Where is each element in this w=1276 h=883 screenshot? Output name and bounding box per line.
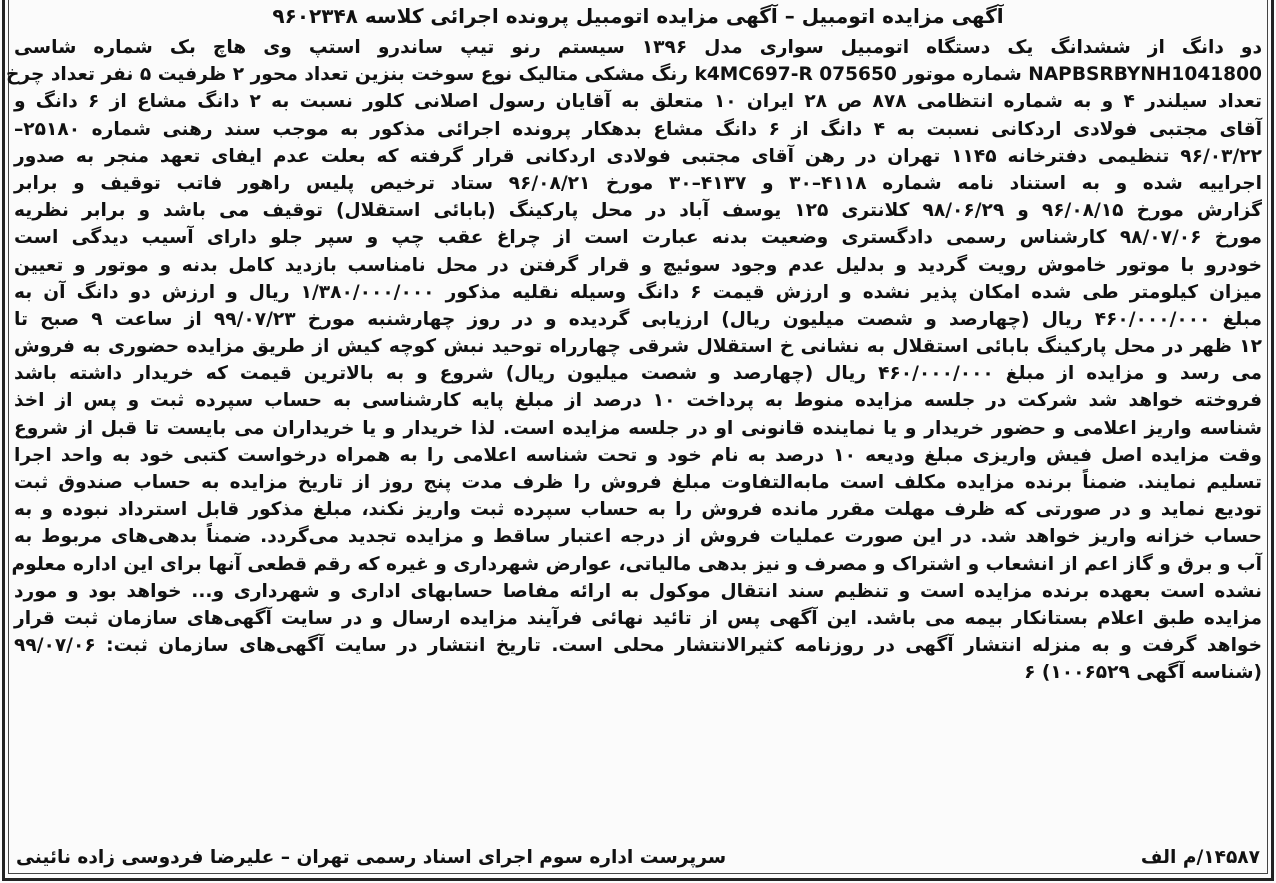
body-line: میزان کیلومتر طی شده امکان پذیر نشده و ارزش قیمت ۶ دانگ وسیله نقلیه مذکور ۱/۳۸۰/۰۰۰/۰۰۰ ریال و ارزش دو دانگ آن به (14, 281, 1262, 303)
body-line: تودیع نماید و در صورتی که ظرف مهلت مقرر مانده فروش را به حساب سپرده ثبت واریز نکند، مبلغ مذکور قابل استرداد نبوده و به (14, 499, 1262, 521)
body-line: دو دانگ از ششدانگ یک دستگاه اتومبیل سواری مدل ۱۳۹۶ سیستم رنو تیپ ساندرو استپ وی هاچ بک شماره شاسی (14, 37, 1263, 58)
signature-row (16, 845, 1260, 871)
body-line: NAPBSRBYNH1041800 شماره موتور k4MC697-R 075650 رنگ مشکی متالیک نوع سوخت بنزین تعداد محور ۲ ظرفیت ۵ نفر تعداد چرخ (6, 64, 1262, 86)
body-line: (شناسه آگهی ۱۰۰۶۵۲۹) ۶ (1024, 662, 1262, 684)
body-line: وقت مزایده اصل فیش واریزی مبلغ ودیعه ۱۰ درصد به نام خود و تحت شناسه اعلامی را به همراه درخواست کتبی خود به واحد اجرا (14, 444, 1262, 466)
body-line: مزایده طبق اعلام بستانکار بیمه می باشد. این آگهی پس از تائید نهائی فرآیند مزایده ارسال و در سایت آگهی‌های سازمان ثبت قرار (14, 607, 1262, 629)
body-line: اجراییه شده و به استناد نامه شماره ۴۱۱۸–۳۰ و ۴۱۳۷–۳۰ مورخ ۹۶/۰۸/۲۱ ستاد ترخیص پلیس راهور فاتب توقیف و برابر (14, 172, 1262, 194)
reference-number: ۱۴۵۸۷/م الف (1140, 847, 1260, 868)
body-line: حساب خزانه واریز خواهد شد. در این صورت عملیات فروش از درجه اعتبار ساقط و مزایده تجدید می‌گردد. ضمناً بدهی‌های مربوط به (14, 526, 1262, 548)
body-line: مورخ ۹۸/۰۷/۰۶ کارشناس رسمی دادگستری وضعیت بدنه عبارت است از چراغ عقب چپ و سپر جلو دارای آسیب دیدگی است (14, 227, 1262, 249)
body-line: می رسد و مزایده از مبلغ ۴۶۰/۰۰۰/۰۰۰ ریال (چهارصد و شصت میلیون ریال) شروع و به بالاترین قیمت که خریدار داشته باشد (14, 363, 1262, 385)
body-line: خودرو با موتور خاموش رویت گردید و بدلیل عدم وجود سوئیچ و قرار گرفتن در محل نامناسب بازدید کامل بدنه و موتور و تعیین (14, 254, 1262, 276)
notice-title: آگهی مزایده اتومبیل – آگهی مزایده اتومبیل پرونده اجرائی کلاسه ۹۶۰۲۳۴۸ (272, 4, 1004, 28)
body-line: نشده است بعهده برنده مزایده است و تنظیم سند انتقال موکول به ارائه مفاصا حسابهای اداری و شهرداری و... خواهد بود و مورد (14, 580, 1262, 602)
body-line: ۹۶/۰۳/۲۲ تنظیمی دفترخانه ۱۱۴۵ تهران در رهن آقای مجتبی فولادی اردکانی قرار گرفته که بعلت عدم ایفای تعهد منجر به صدور (14, 145, 1262, 167)
body-line: فروخته خواهد شد شرکت در جلسه مزایده منوط به پرداخت ۱۰ درصد از مبلغ پایه کارشناسی به حساب سپرده ثبت و پس از اخذ (14, 390, 1262, 412)
body-line: گزارش مورخ ۹۶/۰۸/۱۵ و ۹۸/۰۶/۲۹ کلانتری ۱۲۵ یوسف آباد در محل پارکینگ (بابائی استقلال) توقیف می باشد و برابر نظریه (14, 200, 1262, 222)
body-line: ۱۲ ظهر در محل پارکینگ بابائی استقلال به نشانی خ استقلال شرقی چهارراه توحید نبش کوچه کیش از طریق مزایده حضوری به فروش (14, 336, 1262, 358)
body-line: تعداد سیلندر ۴ و به شماره انتظامی ۸۷۸ ص ۲۸ ایران ۱۰ متعلق به آقایان رسول اصلانی کلور نسبت به ۲ دانگ مشاع از ۶ دانگ و (14, 91, 1262, 113)
signature-line: سرپرست اداره سوم اجرای اسناد رسمی تهران – علیرضا فردوسی زاده نائینی (16, 847, 727, 868)
body-line: خواهد گرفت و به منزله انتشار آگهی در روزنامه کثیرالانتشار محلی است. تاریخ انتشار در سایت آگهی‌های سازمان ثبت: ۹۹/۰۷/۰۶ (14, 635, 1262, 657)
body-line: تسلیم نمایند. ضمناً برنده مزایده مکلف است مابه‌التفاوت مبلغ فروش را ظرف مدت پنج روز از تاریخ مزایده به حساب صندوق ثبت (14, 472, 1262, 493)
notice-body (6, 34, 1263, 687)
body-line: مبلغ ۴۶۰/۰۰۰/۰۰۰ ریال (چهارصد و شصت میلیون ریال) ارزیابی گردیده و در روز چهارشنبه مورخ ۹۹/۰۷/۲۳ از ساعت ۹ صبح تا (14, 308, 1262, 330)
body-line: شناسه واریز اعلامی و حضور خریدار و یا نماینده قانونی او در جلسه مزایده است. لذا خریدار و یا خریداران می بایست تا قبل از شروع (14, 417, 1262, 439)
body-line: آقای مجتبی فولادی اردکانی نسبت به ۴ دانگ از ۶ دانگ مشاع بدهکار پرونده اجرائی مذکور به موجب سند رهنی شماره ۲۵۱۸۰– (14, 118, 1263, 140)
body-line: آب و برق و گاز اعم از انشعاب و اشتراک و مصرف و نیز بدهی مالیاتی، عوارض شهرداری و غیره که رقم قطعی آنها برای این اداره معلوم (11, 553, 1262, 575)
